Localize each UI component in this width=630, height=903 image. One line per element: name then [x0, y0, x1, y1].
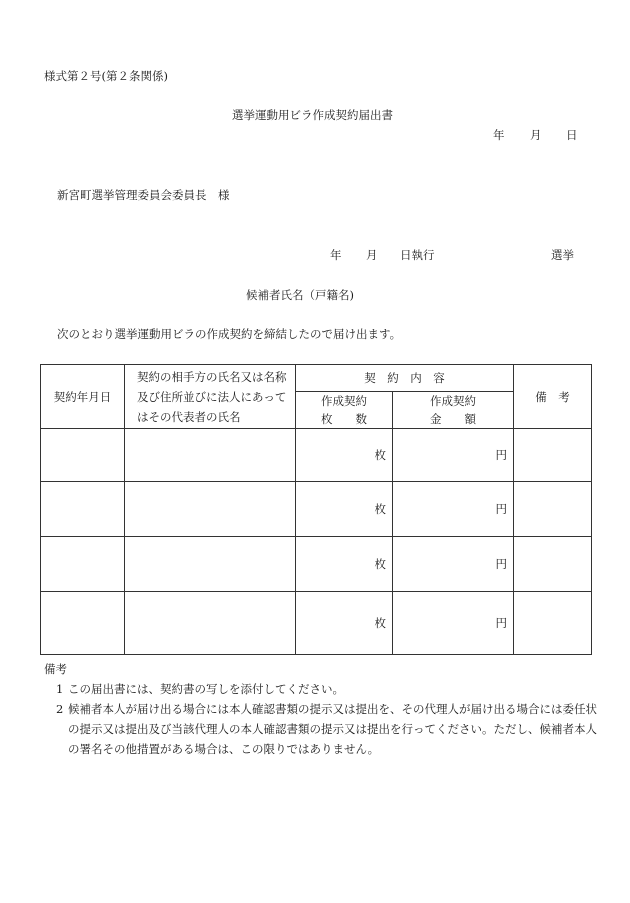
header-contract-content: 契 約 内 容 — [296, 365, 514, 392]
cell-count[interactable]: 枚 — [296, 537, 393, 592]
cell-contract-date[interactable] — [41, 537, 125, 592]
cell-counterparty[interactable] — [125, 482, 296, 537]
contract-table — [40, 364, 592, 655]
intro-text: 次のとおり選挙運動用ビラの作成契約を締結したので届け出ます。 — [57, 327, 402, 341]
cell-remarks[interactable] — [514, 429, 592, 482]
header-amount-line: 作成契約 — [430, 394, 476, 408]
header-counterparty — [125, 365, 296, 429]
cell-contract-date[interactable] — [41, 592, 125, 655]
cell-remarks[interactable] — [514, 592, 592, 655]
addressee: 新宮町選挙管理委員会委員長 様 — [57, 188, 230, 202]
cell-amount[interactable]: 円 — [393, 482, 514, 537]
header-counterparty-line: 契約の相手方の氏名又は名称 — [137, 369, 287, 384]
election-year-label: 年 — [330, 248, 342, 262]
note-item — [44, 679, 604, 699]
election-day-executed-label: 日執行 — [400, 248, 435, 262]
table-row — [41, 537, 592, 592]
note-item — [44, 699, 604, 759]
date-month-label: 月 — [530, 128, 542, 142]
header-count-line: 作成契約 — [321, 394, 367, 408]
note-text: 候補者本人が届け出る場合には本人確認書類の提示又は提出を、その代理人が届け出る場合には委任状の提示又は提出及び当該代理人の本人確認書類の提示又は提出を行ってください。ただし、候補者本人の署名その他措置がある場合は、この限りではありません。 — [68, 702, 597, 756]
cell-remarks[interactable] — [514, 537, 592, 592]
cell-count[interactable]: 枚 — [296, 482, 393, 537]
cell-remarks[interactable] — [514, 482, 592, 537]
table-row — [41, 429, 592, 482]
form-title: 選挙運動用ビラ作成契約届出書 — [232, 108, 393, 122]
cell-amount[interactable]: 円 — [393, 537, 514, 592]
cell-count[interactable]: 枚 — [296, 592, 393, 655]
candidate-name-label: 候補者氏名（戸籍名) — [246, 288, 354, 302]
cell-amount[interactable]: 円 — [393, 429, 514, 482]
note-text: この届出書には、契約書の写しを添付してください。 — [68, 682, 344, 696]
date-year-label: 年 — [493, 128, 505, 142]
header-counterparty-line: はその代表者の氏名 — [137, 409, 241, 424]
table-row — [41, 482, 592, 537]
notes-heading: 備考 — [44, 662, 67, 676]
header-contract-date: 契約年月日 — [41, 365, 125, 429]
header-counterparty-line: 及び住所並びに法人にあって — [137, 389, 287, 404]
header-count-line: 枚 数 — [321, 412, 367, 426]
cell-contract-date[interactable] — [41, 482, 125, 537]
cell-counterparty[interactable] — [125, 429, 296, 482]
header-amount-line: 金 額 — [430, 412, 476, 426]
date-day-label: 日 — [566, 128, 578, 142]
notes-section — [44, 659, 604, 759]
header-remarks: 備 考 — [514, 365, 592, 429]
cell-counterparty[interactable] — [125, 592, 296, 655]
election-month-label: 月 — [366, 248, 378, 262]
note-number: 2 — [56, 702, 64, 716]
form-number: 様式第２号(第２条関係) — [44, 69, 168, 83]
cell-counterparty[interactable] — [125, 537, 296, 592]
cell-amount[interactable]: 円 — [393, 592, 514, 655]
note-number: 1 — [56, 682, 64, 696]
election-suffix-label: 選挙 — [551, 248, 574, 262]
header-amount — [393, 392, 514, 429]
header-count — [296, 392, 393, 429]
cell-contract-date[interactable] — [41, 429, 125, 482]
table-row — [41, 592, 592, 655]
cell-count[interactable]: 枚 — [296, 429, 393, 482]
